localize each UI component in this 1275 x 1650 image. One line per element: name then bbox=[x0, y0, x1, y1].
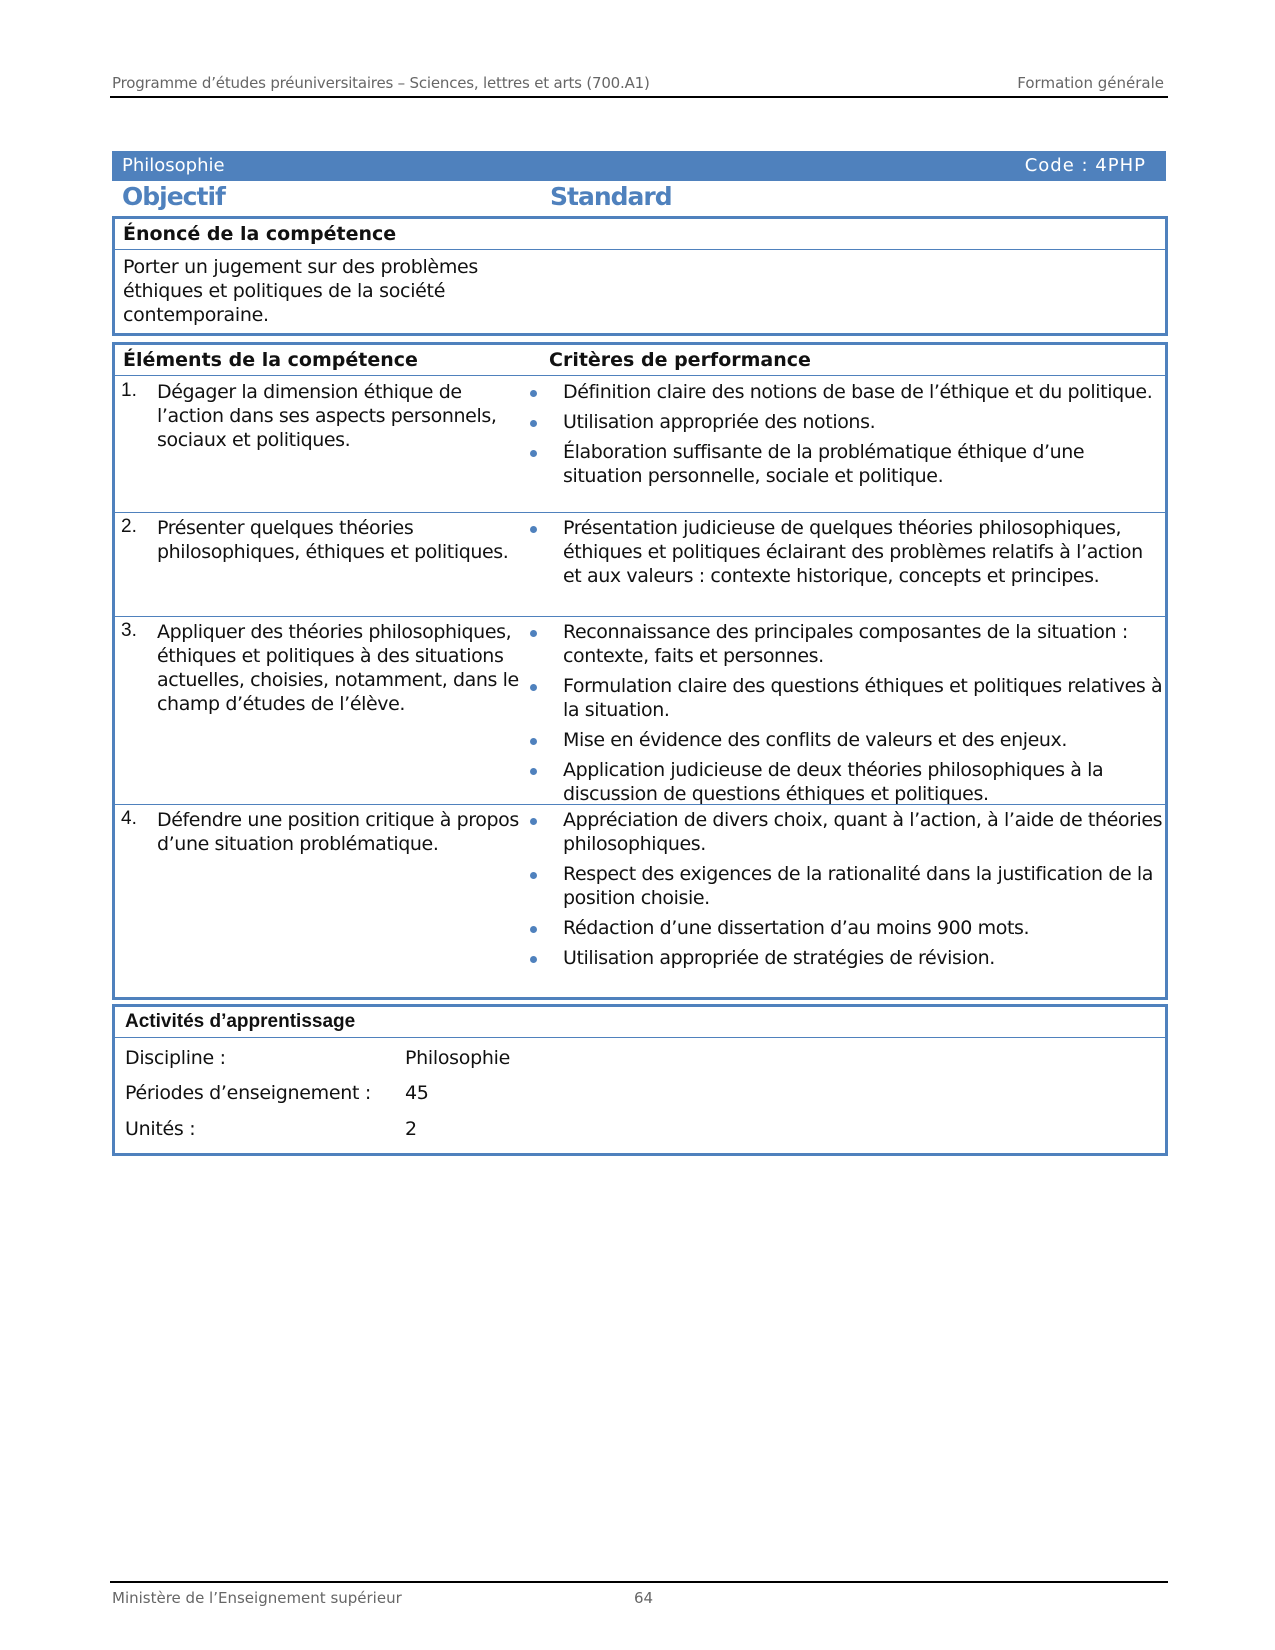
criteria-item: Respect des exigences de la rationalité dans la justification de la position choisie. bbox=[515, 862, 1163, 910]
program-title: Programme d’études préuniversitaires – Sciences, lettres et arts (700.A1) bbox=[112, 74, 650, 92]
discipline-value: Philosophie bbox=[405, 1047, 510, 1069]
criteria-list bbox=[515, 380, 1163, 494]
bullet-icon bbox=[530, 390, 537, 397]
bullet-icon bbox=[530, 956, 537, 963]
bullet-icon bbox=[530, 526, 537, 533]
bullet-icon bbox=[530, 450, 537, 457]
enonce-title: Énoncé de la compétence bbox=[123, 223, 397, 245]
page-header bbox=[110, 72, 1168, 98]
course-code: Code : 4PHP bbox=[1024, 155, 1146, 176]
table-row bbox=[115, 804, 1165, 970]
objectif-heading: Objectif bbox=[122, 182, 225, 211]
elements-header bbox=[115, 345, 1165, 376]
criteria-item: Application judicieuse de deux théories philosophiques à la discussion de questions éthiques et politiques. bbox=[515, 758, 1163, 806]
bullet-icon bbox=[530, 630, 537, 637]
criteria-item: Reconnaissance des principales composantes de la situation : contexte, faits et personnes. bbox=[515, 620, 1163, 668]
bullet-icon bbox=[530, 768, 537, 775]
bullet-icon bbox=[530, 738, 537, 745]
criteria-list bbox=[515, 620, 1163, 812]
periodes-value: 45 bbox=[405, 1082, 429, 1104]
criteria-item: Appréciation de divers choix, quant à l’action, à l’aide de théories philosophiques. bbox=[515, 808, 1163, 856]
element-text: Présenter quelques théories philosophiques, éthiques et politiques. bbox=[157, 517, 509, 563]
activites-box bbox=[112, 1004, 1168, 1156]
criteria-col-title: Critères de performance bbox=[549, 349, 811, 371]
element-text: Défendre une position critique à propos d’une situation problématique. bbox=[157, 809, 519, 855]
criteria-item: Élaboration suffisante de la problématique éthique d’une situation personnelle, sociale et politique. bbox=[515, 440, 1163, 488]
table-row bbox=[115, 616, 1165, 805]
criteria-item: Utilisation appropriée des notions. bbox=[515, 410, 1163, 434]
criteria-item: Formulation claire des questions éthiques et politiques relatives à la situation. bbox=[515, 674, 1163, 722]
enonce-header bbox=[115, 219, 1165, 250]
page-footer bbox=[110, 1581, 1168, 1607]
unites-value: 2 bbox=[405, 1118, 417, 1140]
activites-title: Activités d’apprentissage bbox=[125, 1011, 356, 1032]
elements-table bbox=[112, 342, 1168, 1000]
unites-label: Unités : bbox=[125, 1118, 196, 1140]
course-bar bbox=[112, 151, 1166, 181]
enonce-text: Porter un jugement sur des problèmes éthiques et politiques de la société contemporaine. bbox=[123, 256, 479, 326]
criteria-item: Rédaction d’une dissertation d’au moins 900 mots. bbox=[515, 916, 1163, 940]
element-text: Dégager la dimension éthique de l’action dans ses aspects personnels, sociaux et politiques. bbox=[157, 381, 497, 451]
criteria-item: Mise en évidence des conflits de valeurs et des enjeux. bbox=[515, 728, 1163, 752]
bullet-icon bbox=[530, 926, 537, 933]
table-row bbox=[115, 512, 1165, 617]
course-name: Philosophie bbox=[122, 155, 225, 176]
page-number: 64 bbox=[634, 1589, 654, 1607]
bullet-icon bbox=[530, 872, 537, 879]
bullet-icon bbox=[530, 420, 537, 427]
criteria-list bbox=[515, 808, 1163, 976]
enonce-box bbox=[112, 216, 1168, 336]
elements-col-title: Éléments de la compétence bbox=[123, 349, 418, 371]
bullet-icon bbox=[530, 818, 537, 825]
standard-heading: Standard bbox=[550, 182, 672, 211]
element-number: 2. bbox=[121, 516, 137, 537]
table-row bbox=[115, 376, 1165, 513]
activites-header bbox=[115, 1007, 1165, 1038]
element-number: 1. bbox=[121, 380, 137, 401]
element-text: Appliquer des théories philosophiques, éthiques et politiques à des situations actuelles, choisies, notamment, dans le champ d’études de l’élève. bbox=[157, 621, 519, 715]
element-number: 3. bbox=[121, 620, 137, 641]
ministry-name: Ministère de l’Enseignement supérieur bbox=[112, 1589, 402, 1607]
bullet-icon bbox=[530, 684, 537, 691]
periodes-label: Périodes d’enseignement : bbox=[125, 1082, 371, 1104]
criteria-item: Présentation judicieuse de quelques théories philosophiques, éthiques et politiques éclairant des problèmes relatifs à l’action et aux valeurs : contexte historique, concepts et principes. bbox=[515, 516, 1163, 588]
section-title: Formation générale bbox=[1017, 74, 1164, 92]
criteria-list bbox=[515, 516, 1163, 594]
criteria-item: Utilisation appropriée de stratégies de révision. bbox=[515, 946, 1163, 970]
criteria-item: Définition claire des notions de base de l’éthique et du politique. bbox=[515, 380, 1163, 404]
objective-standard-row bbox=[112, 182, 1166, 214]
element-number: 4. bbox=[121, 808, 137, 829]
discipline-label: Discipline : bbox=[125, 1047, 226, 1069]
